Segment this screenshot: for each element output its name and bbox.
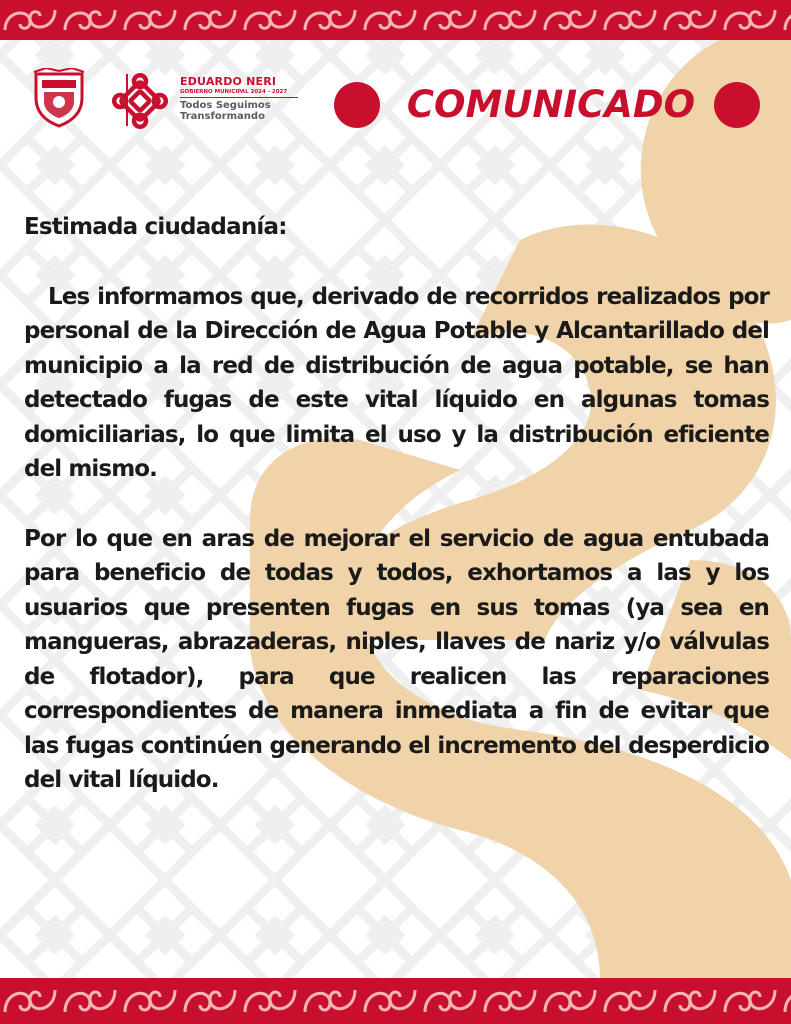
paragraph-2: Por lo que en aras de mejorar el servicio de agua entubada para beneficio de todas y todos, exhortamos a las y los usuarios que presenten fugas en sus tomas (ya sea en mangueras, abrazaderas, niples, llaves de nariz y/o válvulas de flotador), para que realicen las reparaciones correspondientes de manera inmediata a fin de evitar que las fugas continúen generando el incremento del desperdicio del vital líquido. <box>24 525 769 793</box>
title-bullet-right <box>714 82 760 128</box>
bottom-decorative-border <box>0 978 791 1024</box>
municipal-seal-icon <box>32 68 86 128</box>
header <box>30 66 770 136</box>
gov-subtitle: GOBIERNO MUNICIPAL 2024 - 2027 <box>180 89 288 95</box>
gov-name: EDUARDO NERI <box>180 75 277 88</box>
announcement-body <box>24 210 769 798</box>
knot-logo-icon <box>110 71 170 131</box>
paragraph-1: Les informamos que, derivado de recorridos realizados por personal de la Dirección de Agua Potable y Alcantarillado del municipio a la red de distribución de agua potable, se han detectado fugas de este vital líquido en algunas tomas domiciliarias, lo que limita el uso y la distribución eficiente del mismo. <box>24 283 769 482</box>
gov-slogan-line2: Transformando <box>180 111 265 122</box>
page-title: COMUNICADO <box>406 83 696 126</box>
title-bullet-left <box>334 82 380 128</box>
greeting: Estimada ciudadanía: <box>24 214 287 240</box>
gov-rule <box>180 97 298 98</box>
gov-slogan-line1: Todos Seguimos <box>180 100 271 111</box>
government-brand <box>180 76 340 122</box>
top-decorative-border <box>0 0 791 40</box>
